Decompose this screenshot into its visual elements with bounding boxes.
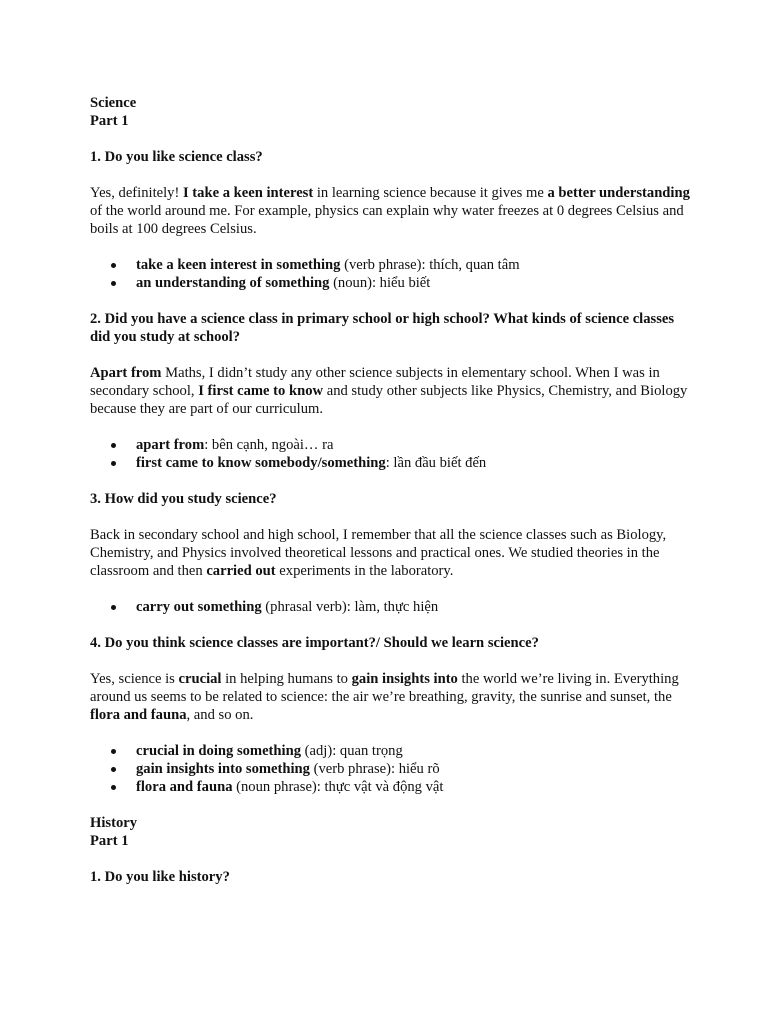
bullet-icon [111, 767, 116, 772]
question-3: 3. How did you study science? [90, 491, 277, 507]
question-1: 1. Do you like science class? [90, 149, 263, 165]
answer-1: Yes, definitely! I take a keen interest in learning science because it gives me a better understanding of the world around me. For example, physics can explain why water freezes at 0 degrees Celsius and boils at 100 degrees Celsius. [90, 185, 690, 237]
bullet-icon [111, 749, 116, 754]
section-part: Part 1 [90, 113, 129, 129]
section-title: Science [90, 95, 137, 111]
vocab-list-4 [90, 742, 690, 796]
question-2: 2. Did you have a science class in primary school or high school? What kinds of science classes did you study at school? [90, 311, 675, 345]
list-item: an understanding of something (noun): hiểu biết [90, 274, 690, 292]
list-item: gain insights into something (verb phrase): hiểu rõ [90, 760, 690, 778]
list-item: flora and fauna (noun phrase): thực vật và động vật [90, 778, 690, 796]
bullet-icon [111, 461, 116, 466]
question-4: 4. Do you think science classes are important?/ Should we learn science? [90, 635, 539, 651]
section-part: Part 1 [90, 833, 129, 849]
section-title: History [90, 815, 138, 831]
history-question-1: 1. Do you like history? [90, 869, 230, 885]
list-item: apart from: bên cạnh, ngoài… ra [90, 436, 690, 454]
bullet-icon [111, 443, 116, 448]
bullet-icon [111, 263, 116, 268]
vocab-list-3 [90, 598, 690, 616]
answer-4: Yes, science is crucial in helping humans to gain insights into the world we’re living in. Everything around us seems to be related to science: the air we’re breathing, gravity, the sunrise and sunset, the flora and fauna, and so on. [90, 671, 679, 723]
vocab-list-2 [90, 436, 690, 472]
answer-2: Apart from Maths, I didn’t study any other science subjects in elementary school. When I was in secondary school, I first came to know and study other subjects like Physics, Chemistry, and Biology because they are part of our curriculum. [90, 365, 688, 417]
bullet-icon [111, 605, 116, 610]
vocab-list-1 [90, 256, 690, 292]
list-item: take a keen interest in something (verb phrase): thích, quan tâm [90, 256, 690, 274]
answer-3: Back in secondary school and high school, I remember that all the science classes such as Biology, Chemistry, and Physics involved theoretical lessons and practical ones. We studied theories in the classroom and then carried out experiments in the laboratory. [90, 527, 667, 579]
document-content [90, 94, 690, 886]
list-item: first came to know somebody/something: lần đầu biết đến [90, 454, 690, 472]
bullet-icon [111, 281, 116, 286]
list-item: crucial in doing something (adj): quan trọng [90, 742, 690, 760]
bullet-icon [111, 785, 116, 790]
list-item: carry out something (phrasal verb): làm, thực hiện [90, 598, 690, 616]
